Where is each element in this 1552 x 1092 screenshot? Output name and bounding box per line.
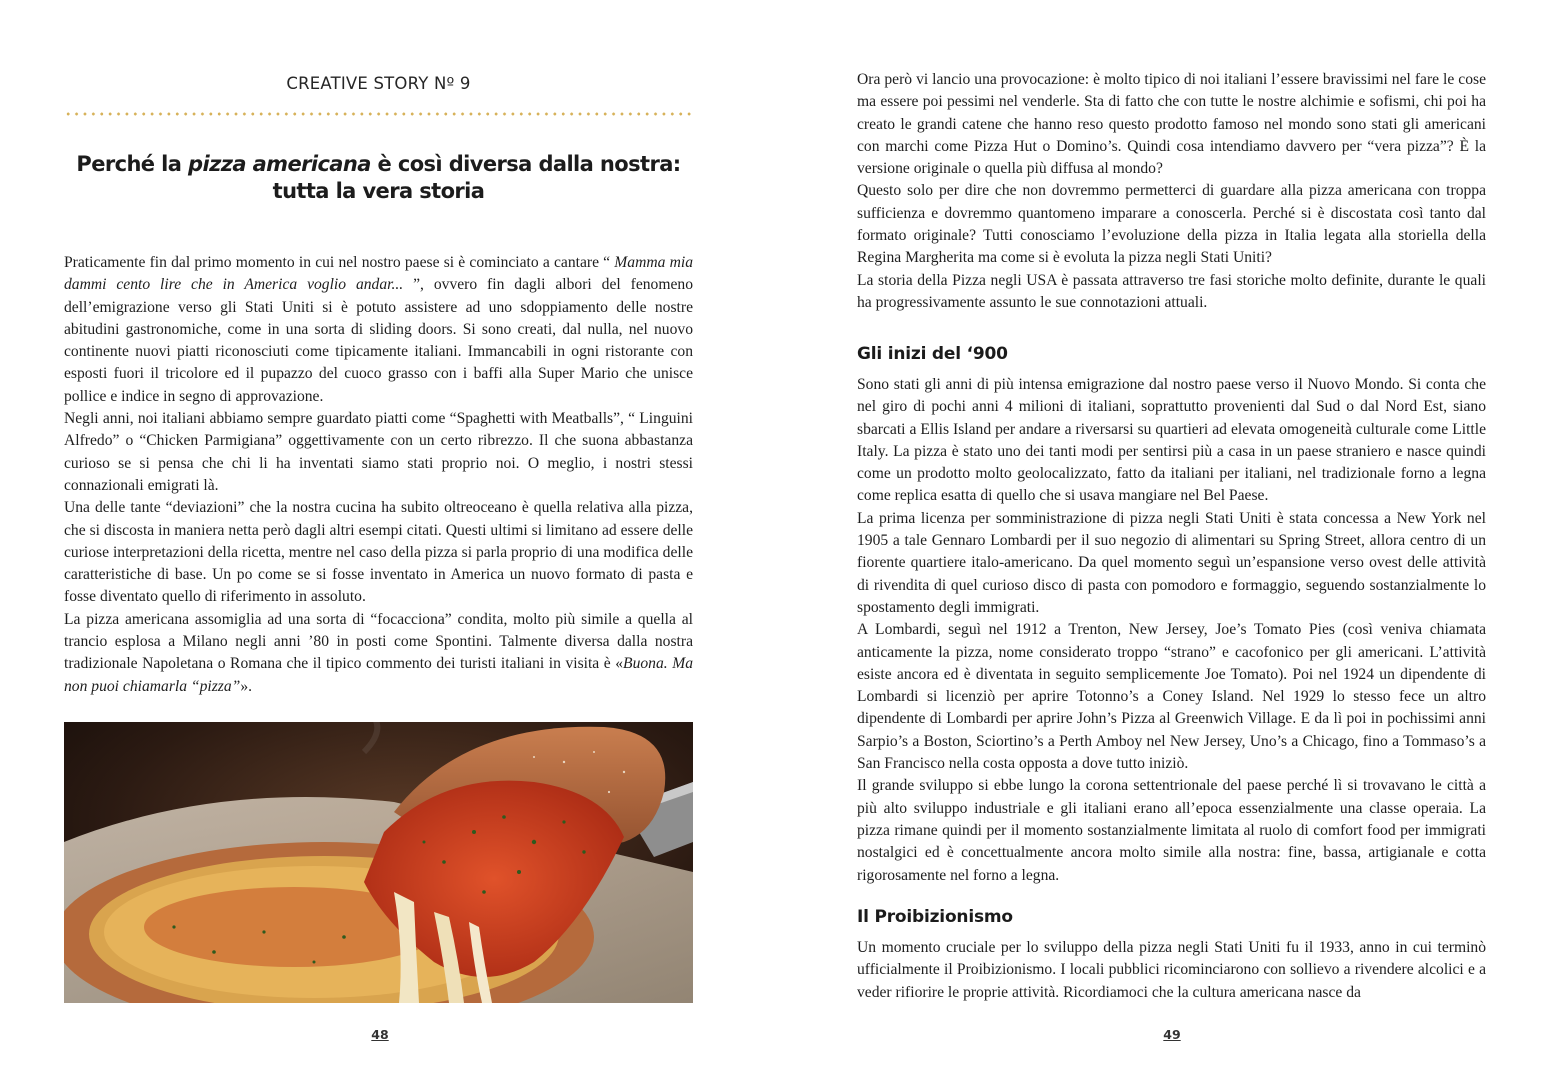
para-text: La pizza americana assomiglia ad una sorta di “focacciona” condita, molto più simile a quella al trancio esplosa a Milano negli anni ’80 in posti come Spontini. Talmente diversa dalla nostra tradizionale Napoletana o Romana che il tipico commento dei turisti italiani in visita è « (64, 610, 693, 673)
paragraph: Il grande sviluppo si ebbe lungo la corona settentrionale del paese perché lì si trovavano le città a più alto sviluppo industriale e gli italiani erano all’epoca essenzialmente una classe operaia. La pizza rimane quindi per il momento sostanzialmente limitata al ruolo di comfort food per immigrati nostalgici ed è concettualmente ancora molto simile alla nostra: fine, bassa, artigianale e cotta rigorosamente nel forno a legna. (857, 777, 1486, 884)
paragraph: Ora però vi lancio una provocazione: è molto tipico di noi italiani l’essere bravissimi nel fare le cose ma essere poi pessimi nel venderle. Sta di fatto che con tutte le nostre alchimie e sofismi, chi poi ha creato le grandi catene che hanno reso questo prodotto famoso nel mondo sono stati gli americani con marchi come Pizza Hut o Domino’s. Quindi cosa intendiamo davvero per “vera pizza”? È la versione originale o quella più diffusa al mondo? (857, 71, 1486, 178)
paragraph: La storia della Pizza negli USA è passata attraverso tre fasi storiche molto definite, durante le quali ha progressivamente assunto le sue connotazioni attuali. (857, 271, 1486, 311)
pizza-photo (64, 722, 693, 1003)
title-emphasis: pizza americana (188, 152, 371, 176)
right-page (776, 0, 1552, 1092)
paragraph: Questo solo per dire che non dovremmo permetterci di guardare alla pizza americana con troppa sufficienza e dovremmo quantomeno imparare a conoscerla. Perché si è discostata così tanto dal formato originale? Tutti conosciamo l’evoluzione della pizza in Italia legata alla storiella della Regina Margherita ma come si è evoluta la pizza negli Stati Uniti? (857, 182, 1486, 267)
paragraph (64, 609, 693, 698)
paragraph: Negli anni, noi italiani abbiamo sempre guardato piatti come “Spaghetti with Meatballs”, “ Linguini Alfredo” o “Chicken Parmigiana” oggettivamente con un certo ribrezzo. Il che suona abbastanza curioso se si pensa che chi li ha inventati siamo stati proprio noi. O meglio, i nostri stessi connazionali emigrati là. (64, 410, 693, 494)
para-text: ”, ovvero fin dagli albori del fenomeno dell’emigrazione verso gli Stati Uniti si è potuto assistere ad uno sdoppiamento delle nostre abitudini gastronomiche, come in una sorta di sliding doors. Si sono creati, dal nulla, nel nuovo continente nuovi piatti riconosciuti come tipicamente italiani. Immancabili in ogni ristorante con esposti fuori il tricolore ed il pupazzo del cuoco grasso con i baffi alla Super Mario che unisce pollice e indice in segno di approvazione. (64, 276, 693, 405)
page-number-left: 48 (371, 1027, 389, 1042)
title-pre: Perché la (76, 152, 189, 176)
paragraph: La prima licenza per somministrazione di pizza negli Stati Uniti è stata concessa a New York nel 1905 a tale Gennaro Lombardi per il suo negozio di alimentari su Spring Street, allora centro di un fiorente quartiere italo-americano. Da quel momento seguì un’espansione verso ovest delle attività di rivendita di quel curioso disco di pasta con pomodoro e formaggio, seguendo sostanzialmente lo spostamento degli immigrati. (857, 509, 1486, 616)
section-heading-prohibition: Il Proibizionismo (857, 907, 1013, 927)
paragraph: A Lombardi, seguì nel 1912 a Trenton, New Jersey, Joe’s Tomato Pies (così veniva chiamata anticamente la pizza, nome considerato troppo “strano” e cacofonico per gli americani. L’attività esiste ancora ed è diventata in seguito semplicemente Joe Tomato). Poi nel 1924 un dipendente di Lombardi si licenziò per aprire Totonno’s a Coney Island. Nel 1929 lo stesso fece un altro dipendente di Lombardi per aprire John’s Pizza al Greenwich Village. E da lì poi in pochissimi anni Sarpio’s a Boston, Sciortino’s a Perth Amboy nel New Jersey, Uno’s a Chicago, fino a Tommaso’s a San Francisco nella costa opposta a dove tutto iniziò. (857, 621, 1486, 773)
tourist-quote: Buona. Ma non puoi chiamarla “pizza” (64, 655, 693, 695)
section-early-1900-text (857, 374, 1486, 887)
page-number-right: 49 (1163, 1027, 1181, 1042)
left-body (64, 252, 693, 698)
song-quote: Mamma mia dammi cento lire che in America voglio andar... (64, 254, 693, 294)
para-text: ». (240, 677, 253, 695)
section-prohibition-text (857, 937, 1486, 1004)
dotted-divider (64, 112, 693, 116)
section-heading-early-1900: Gli inizi del ‘900 (857, 344, 1008, 364)
paragraph: Sono stati gli anni di più intensa emigrazione dal nostro paese verso il Nuovo Mondo. Si conta che nel giro di pochi anni 4 milioni di italiani, soprattutto provenienti dal Sud o dal Nord Est, siano sbarcati a Ellis Island per andare a riversarsi su quartieri ad elevata omogeneità culturale come Little Italy. La pizza è stato uno dei tanti modi per sentirsi più a casa in un paese straniero e nasce quindi come un prodotto molto geolocalizzato, fatto da italiani per italiani, nel tradizionale forno a legna come replica esatta di quello che si usava mangiare nel Bel Paese. (857, 376, 1486, 505)
paragraph (64, 252, 693, 408)
title-post: è così diversa dalla nostra: tutta la vera storia (272, 152, 681, 203)
intro-text (857, 69, 1486, 314)
story-kicker: CREATIVE STORY Nº 9 (286, 74, 471, 93)
paragraph: Un momento cruciale per lo sviluppo della pizza negli Stati Uniti fu il 1933, anno in cui terminò ufficialmente il Proibizionismo. I locali pubblici ricominciarono con sollievo a rivendere alcolici e a veder rifiorire le proprie attività. Ricordiamoci che la cultura americana nasce da (857, 939, 1486, 1001)
article-title (64, 151, 693, 205)
para-text: Praticamente fin dal primo momento in cui nel nostro paese si è cominciato a cantare “ (64, 254, 615, 271)
paragraph: Una delle tante “deviazioni” che la nostra cucina ha subito oltreoceano è quella relativa alla pizza, che si discosta in maniera netta però dagli altri esempi citati. Questi ultimi si limitano ad essere delle curiose interpretazioni della ricetta, mentre nel caso della pizza si parla proprio di una modifica delle caratteristiche di base. Un po come se si fosse inventato in America un nuovo formato di pasta e fosse diventato quello di riferimento in assoluto. (64, 499, 693, 606)
